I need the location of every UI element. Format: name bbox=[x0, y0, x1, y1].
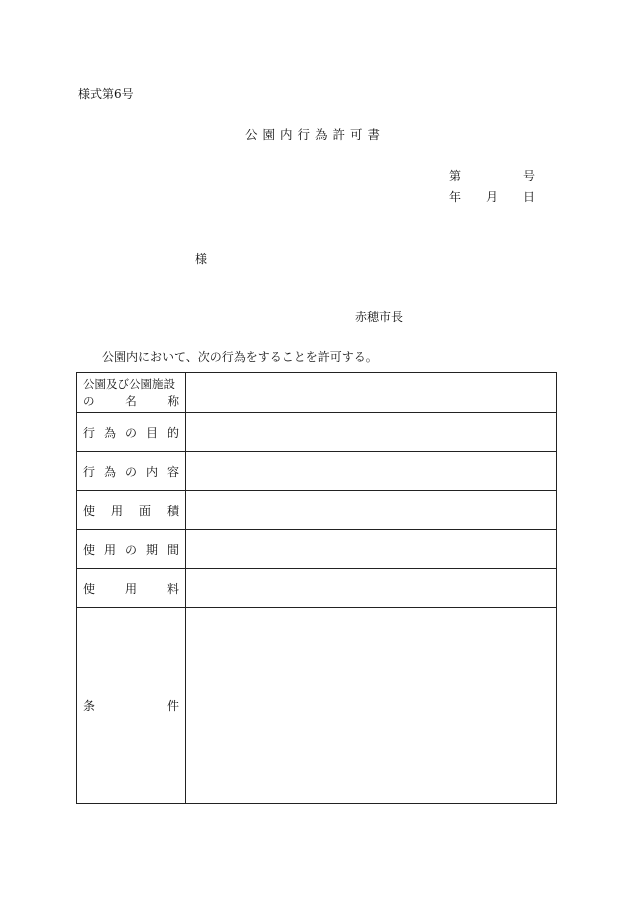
date-day: 日 bbox=[522, 190, 535, 204]
value-content bbox=[186, 452, 557, 491]
value-conditions bbox=[186, 608, 557, 804]
number-prefix: 第 bbox=[449, 169, 462, 183]
table-row bbox=[77, 452, 557, 491]
label-conditions bbox=[77, 608, 186, 804]
value-usage-fee bbox=[186, 569, 557, 608]
label-char: 料 bbox=[166, 581, 179, 596]
label-char: の bbox=[83, 393, 95, 408]
label-usage-fee bbox=[77, 569, 186, 608]
label-char: 称 bbox=[167, 393, 179, 408]
label-char: 容 bbox=[166, 464, 179, 479]
label-char: 的 bbox=[166, 425, 179, 440]
label-char: 使 bbox=[83, 542, 96, 557]
label-char: 内 bbox=[145, 464, 158, 479]
label-char: 使 bbox=[83, 503, 96, 518]
label-char: 用 bbox=[110, 503, 123, 518]
label-char: の bbox=[124, 425, 137, 440]
value-purpose bbox=[186, 413, 557, 452]
label-char: 面 bbox=[138, 503, 151, 518]
document-title: 公園内行為許可書 bbox=[244, 127, 385, 142]
label-char: の bbox=[124, 464, 137, 479]
addressee-suffix: 様 bbox=[195, 252, 208, 266]
table-row bbox=[77, 530, 557, 569]
intro-text: 公園内において、次の行為をすることを許可する。 bbox=[102, 350, 378, 364]
label-line-1: 公園及び公園施設 bbox=[83, 376, 175, 391]
label-char: 積 bbox=[166, 503, 179, 518]
label-char: 為 bbox=[103, 425, 116, 440]
label-char: 期 bbox=[145, 542, 158, 557]
date-year: 年 bbox=[449, 190, 462, 204]
issuer: 赤穂市長 bbox=[355, 310, 404, 324]
label-char: の bbox=[124, 542, 137, 557]
label-char: 行 bbox=[83, 464, 96, 479]
date-month: 月 bbox=[485, 190, 498, 204]
table-row bbox=[77, 373, 557, 413]
table-row bbox=[77, 413, 557, 452]
label-content bbox=[77, 452, 186, 491]
label-char: 使 bbox=[83, 581, 96, 596]
label-usage-area bbox=[77, 491, 186, 530]
label-char: 用 bbox=[124, 581, 137, 596]
label-char: 条 bbox=[83, 699, 96, 713]
label-char: 行 bbox=[83, 425, 96, 440]
label-usage-period bbox=[77, 530, 186, 569]
label-char: 間 bbox=[166, 542, 179, 557]
document-number-line bbox=[449, 167, 535, 184]
form-number: 様式第6号 bbox=[78, 87, 134, 101]
label-char: 名 bbox=[125, 393, 137, 408]
label-line-2 bbox=[83, 393, 179, 410]
label-char: 為 bbox=[103, 464, 116, 479]
table-row bbox=[77, 491, 557, 530]
table-row bbox=[77, 608, 557, 804]
date-line bbox=[449, 188, 535, 205]
table-row bbox=[77, 569, 557, 608]
label-purpose bbox=[77, 413, 186, 452]
label-park-facility-name bbox=[77, 373, 186, 413]
number-suffix: 号 bbox=[522, 169, 535, 183]
label-char: 用 bbox=[103, 542, 116, 557]
label-char: 目 bbox=[145, 425, 158, 440]
permit-table bbox=[76, 372, 557, 804]
label-char: 件 bbox=[166, 699, 179, 713]
value-usage-area bbox=[186, 491, 557, 530]
value-usage-period bbox=[186, 530, 557, 569]
value-park-facility-name bbox=[186, 373, 557, 413]
